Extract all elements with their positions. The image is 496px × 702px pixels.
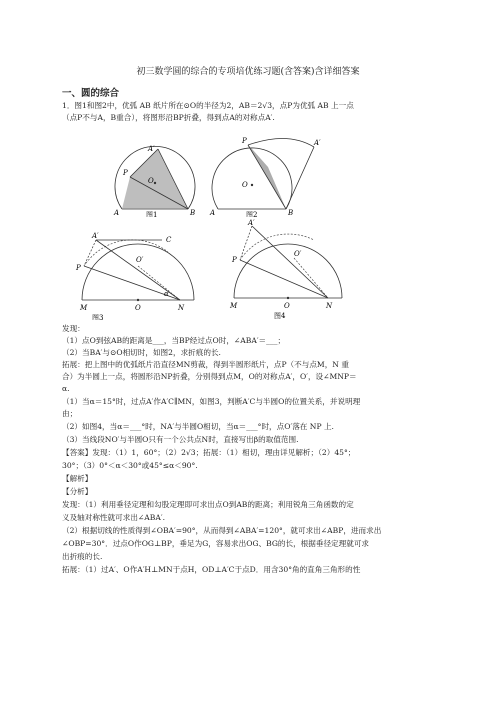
body-line-18: ∠OBP=30°．过点O作OG⊥BP，垂足为G，容易求出OG、BG的长，根据垂径定理就可求 bbox=[62, 539, 370, 548]
fig2-caption: 图2 bbox=[246, 211, 258, 217]
body-line-3: （2）当BA′与⊙O相切时，如图2，求折痕的长. bbox=[62, 348, 221, 357]
figure-4 bbox=[224, 218, 354, 320]
body-line-20: 拓展：（1）过A′、O作A′H⊥MN于点H，OD⊥A′C于点D．用含30°角的直角三角形的性 bbox=[62, 565, 361, 574]
fig2-label-o: O bbox=[242, 181, 248, 189]
body-line-11: 【答案】发现：（1）1，60°；（2）2√3；拓展：（1）相切，理由详见解析；（2）45°； bbox=[62, 448, 356, 457]
body-line-14: 【分析】 bbox=[62, 487, 93, 496]
fig3-label-aprime: A′ bbox=[92, 232, 99, 240]
body-line-12: 30°；（3）0°＜α＜30°或45°≤α＜90°. bbox=[62, 461, 198, 470]
fig1-label-p: P bbox=[123, 169, 128, 177]
problem-line-1: 1．图1和图2中，优弧 AB 纸片所在⊙O的半径为2，AB＝2√3，点P为优弧 AB 上一点 bbox=[62, 101, 354, 110]
fig1-label-b: B bbox=[190, 209, 196, 217]
body-line-10: （3）当线段NO′与半圆O只有一个公共点N时，直接写出β的取值范围. bbox=[62, 435, 299, 444]
problem-line-2: （点P不与A，B重合），将图形沿BP折叠，得到点A的对称点A′. bbox=[62, 113, 275, 122]
fig1-label-a: A bbox=[114, 209, 120, 217]
fig4-label-n: N bbox=[326, 302, 333, 310]
body-line-15: 发现：（1）利用垂径定理和勾股定理即可求出点O到AB的距离；利用锐角三角函数的定 bbox=[62, 500, 354, 509]
fig4-label-aprime: A′ bbox=[248, 219, 255, 227]
body-line-2: （1）点O到弦AB的距离是___，当BP经过点O时，∠ABA′＝___； bbox=[62, 336, 286, 345]
body-line-19: 出折痕的长. bbox=[62, 552, 103, 561]
fig4-label-p: P bbox=[232, 256, 237, 264]
fig1-label-o: O bbox=[148, 177, 154, 185]
section-heading: 一、圆的综合 bbox=[62, 88, 120, 99]
body-line-13: 【解析】 bbox=[62, 474, 93, 483]
body-line-8: 由； bbox=[62, 409, 78, 418]
fig3-label-o: O bbox=[135, 304, 141, 312]
body-line-6: α. bbox=[62, 384, 70, 393]
body-line-16: 义及轴对称性就可求出∠ABA′. bbox=[62, 513, 165, 522]
fig2-label-a: A bbox=[210, 209, 216, 217]
fig3-label-n: N bbox=[178, 304, 185, 312]
body-line-1: 发现： bbox=[62, 324, 85, 333]
fig4-label-m: M bbox=[230, 302, 238, 310]
fig2-label-aprime: A′ bbox=[314, 139, 321, 147]
fig4-label-o: O bbox=[284, 302, 290, 310]
fig3-label-m: M bbox=[80, 304, 88, 312]
figure-1 bbox=[108, 127, 218, 217]
figure-3 bbox=[72, 228, 202, 320]
fig2-label-b: B bbox=[288, 209, 294, 217]
fig4-caption: 图4 bbox=[274, 312, 286, 320]
fig3-label-alpha: α bbox=[164, 290, 169, 298]
fig3-caption: 图3 bbox=[92, 314, 104, 320]
body-line-7: （1）当α＝15°时，过点A′作A′C∥MN，如图3，判断A′C与半圆O的位置关系，并说明理 bbox=[62, 397, 361, 406]
fig3-label-c: C bbox=[166, 236, 172, 244]
fig3-label-p: P bbox=[76, 264, 81, 272]
body-line-17: （2）根据切线的性质得到∠OBA′=90°，从而得到∠ABA′=120°，就可求出∠ABP，进而求出 bbox=[62, 526, 382, 535]
figure-2 bbox=[208, 127, 328, 217]
body-line-5: 合）为半圆上一点，将圆形沿NP折叠，分别得到点M，O的对称点A′，O′，设∠MNP＝ bbox=[62, 372, 357, 381]
body-line-9: （2）如图4，当α＝___°时，NA′与半圆O相切，当α＝___°时，点O′落在 NP 上. bbox=[62, 422, 334, 431]
fig1-caption: 图1 bbox=[146, 211, 158, 217]
document-title: 初三数学圆的综合的专项培优练习题(含答案)含详细答案 bbox=[136, 67, 360, 77]
fig1-label-aprime: A′ bbox=[148, 145, 155, 153]
fig2-label-p: P bbox=[242, 137, 247, 145]
fig4-label-oprime: O′ bbox=[294, 250, 302, 258]
body-line-4: 拓展：把上图中的优弧纸片沿直径MN剪裁，得到半圆形纸片，点P（不与点M，N 重 bbox=[62, 360, 349, 369]
fig3-label-oprime: O′ bbox=[136, 256, 144, 264]
